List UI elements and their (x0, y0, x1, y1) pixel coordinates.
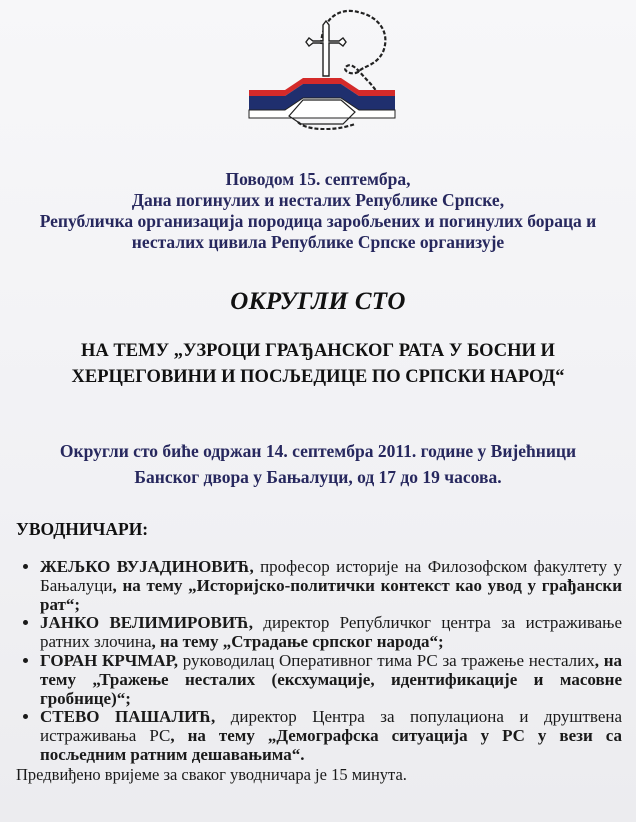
intro-line: Дана погинулих и несталих Републике Српске, (131, 190, 505, 210)
intro-line: Поводом 15. септембра, (225, 169, 411, 189)
event-topic (0, 338, 636, 390)
intro-line: несталих цивила Републике Српске организује (131, 232, 505, 252)
intro-line: Републичка организација породица заробљених и погинулих бораца и (39, 211, 597, 231)
speaker-role: професор историје на Филозофском факултету у Бањалуци (40, 557, 623, 595)
speaker-role: руководилац Оперативног тима РС за тражење несталих (178, 650, 595, 670)
time-per-speaker-note: Предвиђено вријеме за сваког уводничара је 15 минута. (16, 765, 407, 784)
speaker-name: ЈАНКО ВЕЛИМИРОВИЋ, (40, 613, 253, 633)
speaker-item (40, 614, 622, 652)
speaker-name: СТЕВО ПАШАЛИЋ, (40, 707, 216, 727)
when-line: Банског двора у Бањалуци, од 17 до 19 часова. (134, 467, 502, 487)
speaker-item (40, 558, 622, 614)
topic-line: НА ТЕМУ „УЗРОЦИ ГРАЂАНСКОГ РАТА У БОСНИ И (81, 341, 555, 361)
speaker-topic: , на тему „Страдање српског народа“; (151, 632, 444, 652)
speaker-topic: , на тему „Историјско-политички контекст као увод у грађански рат“; (40, 575, 622, 614)
speaker-name: ЖЕЉКО ВУЈАДИНОВИЋ, (40, 557, 254, 576)
event-time-place (0, 438, 636, 490)
speaker-topic: , на тему „Тражење несталих (ексхумације, идентификације и масовне гробнице)“; (40, 650, 623, 708)
organization-logo-icon (243, 4, 398, 130)
speaker-item (40, 708, 622, 764)
speaker-role: директор Центра за популациона и друштвена истраживања РС (40, 707, 623, 746)
speakers-list (18, 558, 622, 765)
topic-line: ХЕРЦЕГОВИНИ И ПОСЉЕДИЦЕ ПО СРПСКИ НАРОД“ (71, 367, 565, 387)
speaker-name: ГОРАН КРЧМАР, (40, 650, 179, 670)
speaker-role: директор Републичког центра за истраживање ратних злочина (40, 613, 623, 652)
speaker-item (40, 652, 622, 708)
event-title: ОКРУГЛИ СТО (230, 288, 406, 315)
speaker-topic: , на тему „Демографска ситуација у РС у вези са посљедним ратним дешавањима“. (40, 726, 623, 764)
intro-heading (0, 169, 636, 253)
when-line: Округли сто биће одржан 14. септембра 2011. године у Вијећници (59, 441, 577, 461)
speakers-heading: УВОДНИЧАРИ: (16, 519, 149, 539)
